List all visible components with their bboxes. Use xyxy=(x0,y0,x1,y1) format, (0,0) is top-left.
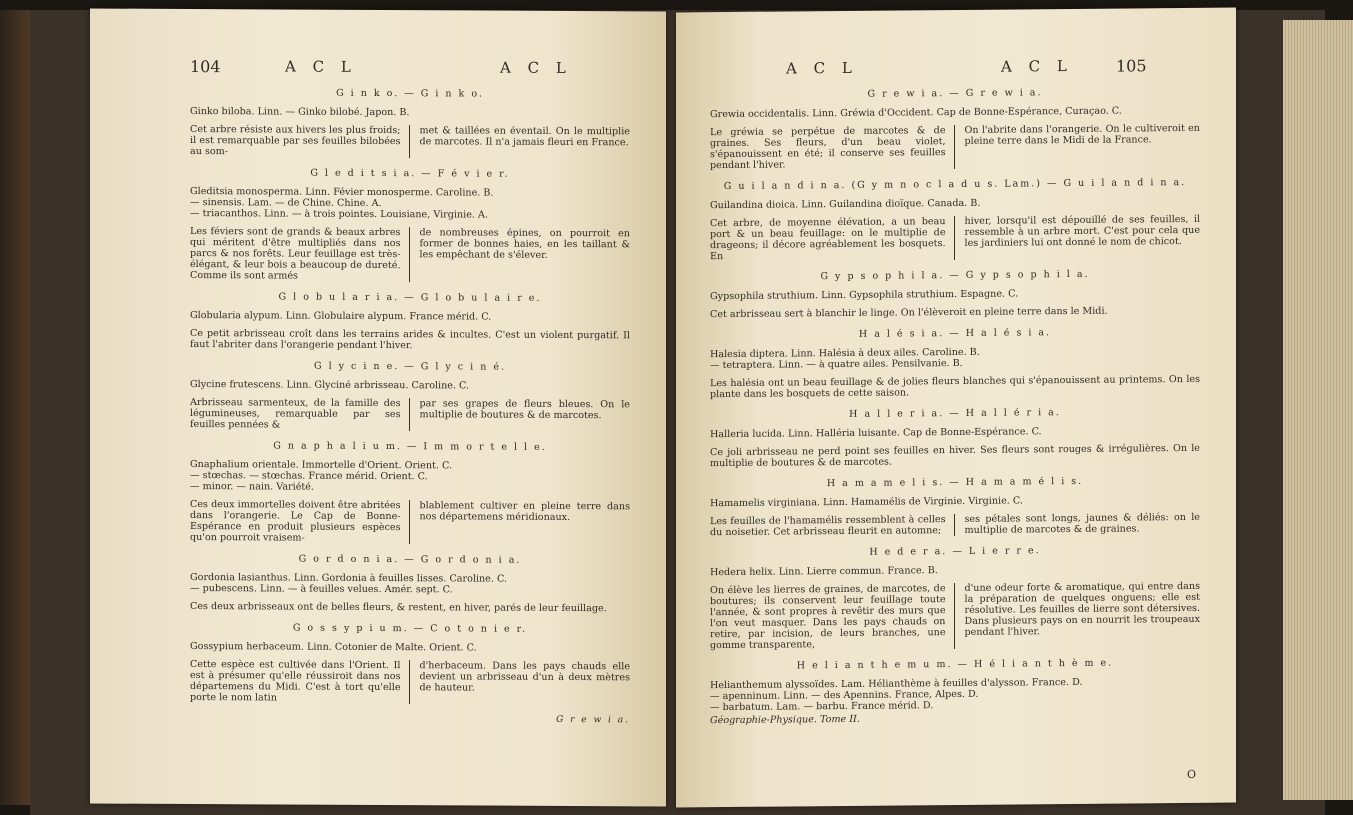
species-line: Halleria lucida. Linn. Halléria luisante. Cap de Bonne-Espérance. C. xyxy=(710,426,1042,441)
entry-title: H a l l e r i a. — H a l l é r i a. xyxy=(849,407,1061,420)
description-column: Arbrisseau sarmenteux, de la famille des légumineuses, remarquable par ses feuilles pennées & xyxy=(190,397,410,431)
entry-description xyxy=(710,512,1200,538)
species-line: Helianthemum alyssoïdes. Lam. Hélianthème à feuilles d'alysson. France. D. xyxy=(710,676,1083,692)
entry-description xyxy=(190,124,630,159)
description-column: On élève les lierres de graines, de marcotes, de boutures; ils conservent leur feuillage toute l'année, & sont propres à revêtir des murs que l'on veut masquer. Dans les pays chauds on retire, par incision, de leurs branches, une gomme transparente, xyxy=(710,583,955,651)
entry-title: G y p s o p h i l a. — G y p s o p h i l a. xyxy=(820,268,1090,283)
description-column: ses pétales sont longs, jaunes & déliés: on le multiplie de marcotes & de graines. xyxy=(964,511,1200,536)
right-page-content xyxy=(710,84,1200,726)
entry-title: G u i l a n d i n a. (G y m n o c l a d u s. Lam.) — G u i l a n d i n a. xyxy=(723,176,1187,193)
species-line: Glycine frutescens. Linn. Glyciné arbrisseau. Caroline. C. xyxy=(190,379,470,392)
species-line: Globularia alypum. Linn. Globulaire alypum. France mérid. C. xyxy=(190,310,492,323)
entry-title: G r e w i a. — G r e w i a. xyxy=(867,87,1043,100)
species-line: — barbatum. Lam. — barbu. France mérid. D. xyxy=(710,700,934,714)
page-footer: Géographie-Physique. Tome II. xyxy=(710,713,860,727)
description-column: Les féviers sont de grands & beaux arbres qui méritent d'être multipliés dans nos parcs & nos forêts. Leur feuillage est très-élégant, & leur bois a beaucoup de dureté. Comme ils sont armés xyxy=(190,226,410,282)
left-running-head-1: A C L xyxy=(285,57,357,76)
description-column: met & taillées en éventail. On le multiplie de marcotes. Il n'a jamais fleuri en France. xyxy=(419,125,630,149)
description-column: de nombreuses épines, on pourroit en former de bonnes haies, en les taillant & les empêchant de s'élever. xyxy=(419,227,630,261)
entry-title: G o r d o n i a. — G o r d o n i a. xyxy=(298,553,522,566)
page-edges xyxy=(1283,20,1353,800)
description-column: hiver, lorsqu'il est dépouillé de ses feuilles, il ressemble à un arbre mort. C'est pour cela que les jardiniers lui ont donné le nom de chicot. xyxy=(964,213,1200,249)
species-line: Grewia occidentalis. Linn. Gréwia d'Occident. Cap de Bonne-Espérance, Curaçao. C. xyxy=(710,105,1122,121)
entry-title: G n a p h a l i u m. — I m m o r t e l l e. xyxy=(273,440,547,453)
entry-paragraph: Les halésia ont un beau feuillage & de jolies fleurs blanches qui s'épanouissent au printems. On les plante dans les bosquets de cette saison. xyxy=(710,373,1200,401)
species-line: Ginko biloba. Linn. — Ginko bilobé. Japon. B. xyxy=(190,106,410,119)
entry-description xyxy=(190,499,630,545)
species-line: Halesia diptera. Linn. Halésia à deux ailes. Caroline. B. xyxy=(710,346,980,361)
entry-description xyxy=(190,659,630,705)
entry-description xyxy=(190,226,630,283)
catchword: G r e w i a. xyxy=(556,714,630,726)
right-running-head-2: A C L xyxy=(1001,56,1073,76)
species-line: Hamamelis virginiana. Linn. Hamamélis de Virginie. Virginie. C. xyxy=(710,495,1023,510)
entry-description xyxy=(710,123,1200,171)
entry-title: H a l é s i a. — H a l é s i a. xyxy=(858,327,1052,340)
species-line: — minor. — nain. Variété. xyxy=(190,481,314,493)
species-line: Gnaphalium orientale. Immortelle d'Orient. Orient. C. xyxy=(190,459,453,472)
entry-title: G o s s y p i u m. — C o t o n i e r. xyxy=(292,622,528,635)
species-line: — pubescens. Linn. — à feuilles velues. Amér. sept. C. xyxy=(190,583,453,596)
entry-description xyxy=(710,214,1200,262)
species-line: Gypsophila struthium. Linn. Gypsophila struthium. Espagne. C. xyxy=(710,288,1019,303)
entry-title: G l e d i t s i a. — F é v i e r. xyxy=(310,167,510,180)
entry-title: G l o b u l a r i a. — G l o b u l a i r e. xyxy=(278,291,542,304)
entry-description xyxy=(190,397,630,432)
description-column: d'herbaceum. Dans les pays chauds elle devient un arbrisseau d'un à deux mètres de hauteur. xyxy=(419,660,630,694)
description-column: Cet arbre, de moyenne élévation, a un beau port & un beau feuillage: on le multiplie de drageons; il décore agréablement les bosquets. En xyxy=(710,216,955,262)
description-column: d'une odeur forte & aromatique, qui entre dans la préparation de quelques onguens; elle est résolutive. Les feuilles de lierre sont détersives. Dans plusieurs pays on en nourrit les troupeaux pendant l'hiver. xyxy=(964,580,1200,638)
entry-paragraph: Ce joli arbrisseau ne perd point ses feuilles en hiver. Ses fleurs sont rouges & irrégulières. On le multiplie de boutures & de marcotes. xyxy=(710,442,1200,470)
species-line: Guilandina dioica. Linn. Guilandina dioïque. Canada. B. xyxy=(710,197,981,212)
species-line: Gordonia lasianthus. Linn. Gordonia à feuilles lisses. Caroline. C. xyxy=(190,572,508,585)
right-page-number: 105 xyxy=(1116,56,1147,76)
description-column: Les feuilles de l'hamamélis ressemblent à celles du noisetier. Cet arbrisseau fleurit en automne; xyxy=(710,514,955,538)
entry-title: H a m a m e l i s. — H a m a m é l i s. xyxy=(826,475,1084,490)
description-column: On l'abrite dans l'orangerie. On le cultiveroit en pleine terre dans le Midi de la France. xyxy=(964,122,1200,147)
right-running-head-1: A C L xyxy=(786,58,858,78)
species-line: Gossypium herbaceum. Linn. Cotonier de Malte. Orient. C. xyxy=(190,641,477,654)
species-line: — stœchas. — stœchas. France mérid. Orient. C. xyxy=(190,470,428,483)
entry-title: H e d e r a. — L i e r r e. xyxy=(869,545,1041,558)
species-line: Hedera helix. Linn. Lierre commun. France. B. xyxy=(710,565,938,579)
species-line: — tetraptera. Linn. — à quatre ailes. Pensilvanie. B. xyxy=(710,357,963,372)
entry-paragraph: Ces deux arbrisseaux ont de belles fleurs, & restent, en hiver, parés de leur feuillage. xyxy=(190,601,607,615)
entry-description xyxy=(710,581,1200,651)
entry-title: G l y c i n e. — G l y c i n é. xyxy=(313,360,506,373)
species-line: — sinensis. Lam. — de Chine. Chine. A. xyxy=(190,197,382,210)
entry-paragraph: Ce petit arbrisseau croît dans les terrains arides & incultes. C'est un violent purgatif. Il faut l'abriter dans l'orangerie pendant l'hiver. xyxy=(190,328,630,352)
entry-title: G i n k o. — G i n k o. xyxy=(336,87,484,100)
left-page xyxy=(90,8,666,806)
entry-title: H e l i a n t h e m u m. — H é l i a n t h è m e. xyxy=(796,657,1114,672)
right-page xyxy=(676,8,1236,808)
description-column: blablement cultiver en pleine terre dans nos départemens méridionaux. xyxy=(419,500,630,524)
description-column: par ses grapes de fleurs bleues. On le multiplie de boutures & de marcotes. xyxy=(419,398,630,422)
description-column: Cette espèce est cultivée dans l'Orient. Il est à présumer qu'elle réussiroit dans nos départemens du Midi. C'est à tort qu'elle porte le nom latin xyxy=(190,659,410,704)
left-running-head-2: A C L xyxy=(500,58,572,78)
signature-mark: O xyxy=(1186,767,1196,781)
left-page-content xyxy=(190,85,630,726)
species-line: — triacanthos. Linn. — à trois pointes. Louisiane, Virginie. A. xyxy=(190,208,488,221)
left-page-number: 104 xyxy=(190,57,221,77)
entry-paragraph: Cet arbrisseau sert à blanchir le linge. On l'élèveroit en pleine terre dans le Midi. xyxy=(710,305,1108,321)
species-line: Gleditsia monosperma. Linn. Févier monosperme. Caroline. B. xyxy=(190,186,494,199)
description-column: Ces deux immortelles doivent être abritées dans l'orangerie. Le Cap de Bonne-Espérance en produit plusieurs espèces qu'on pourroit vraisem- xyxy=(190,499,410,544)
description-column: Cet arbre résiste aux hivers les plus froids; il est remarquable par ses feuilles bilobées au som- xyxy=(190,124,410,158)
description-column: Le gréwia se perpétue de marcotes & de graines. Ses fleurs, d'un beau violet, s'épanouissent en été; il conserve ses feuilles pendant l'hiver. xyxy=(710,125,955,171)
species-line: — apenninum. Linn. — des Apennins. France, Alpes. D. xyxy=(710,688,979,703)
